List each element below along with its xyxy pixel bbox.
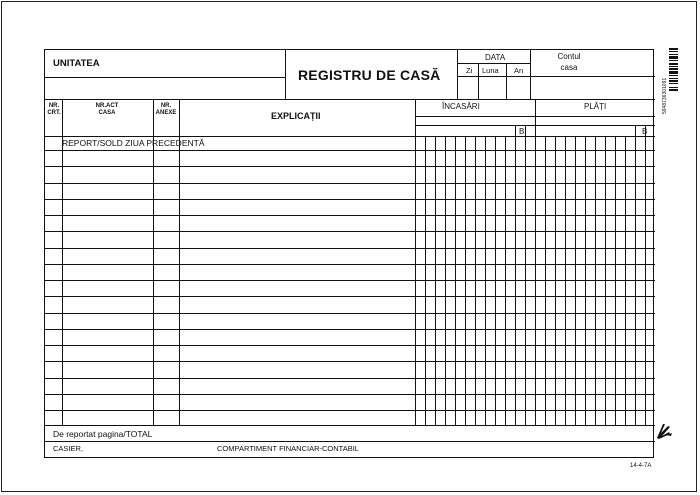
incasari-digit-line: [525, 125, 526, 425]
barcode: [662, 48, 678, 114]
unit-divider-line: [45, 77, 285, 78]
cash-register-form: [44, 49, 654, 458]
total-bottom-line: [45, 441, 655, 442]
col-line-nr-act: [153, 99, 154, 425]
col-nr-crt-line1: NR.: [48, 103, 60, 109]
col-nr-anexe-line2: ANEXE: [155, 110, 177, 116]
amount-header-line: [415, 116, 655, 117]
report-top-line: [45, 136, 655, 137]
date-sub-line: [457, 63, 530, 64]
barcode-bar: [669, 48, 678, 50]
date-luna-an-line: [506, 63, 507, 99]
ledger-row-line: [45, 264, 655, 265]
ledger-row-line: [45, 166, 655, 167]
barcode-bar: [669, 68, 678, 70]
barcode-bar: [669, 87, 678, 88]
barcode-bar: [669, 60, 678, 61]
report-row-label: REPORT/SOLD ZIUA PRECEDENTĂ: [62, 138, 205, 148]
barcode-bar: [669, 51, 678, 52]
ledger-row-line: [45, 329, 655, 330]
grid-bottom-line: [45, 425, 655, 426]
ledger-row-line: [45, 345, 655, 346]
barcode-bar: [669, 56, 678, 59]
barcode-bar: [669, 54, 678, 55]
col-line-incasari: [535, 99, 536, 425]
date-cells-line: [457, 76, 530, 77]
publisher-logo: [654, 421, 674, 441]
col-explicatii: EXPLICAȚII: [271, 111, 321, 121]
total-row-label: De reportat pagina/TOTAL: [53, 429, 153, 439]
form-code: 14-4-7A: [630, 463, 652, 469]
date-day-label: Zi: [466, 66, 473, 75]
ledger-row-line: [45, 248, 655, 249]
barcode-bar: [669, 80, 678, 82]
amount-subheader-line: [415, 125, 655, 126]
cashier-label: CASIER,: [53, 444, 84, 453]
barcode-bar: [669, 83, 678, 84]
ledger-row-line: [45, 410, 655, 411]
ledger-row-line: [45, 313, 655, 314]
plati-digit-line: [635, 125, 636, 425]
incasari-digit-line: [515, 125, 516, 425]
ledger-row-line: [45, 378, 655, 379]
account-label-line1: Contul: [557, 52, 581, 61]
date-label: DATA: [485, 53, 506, 62]
ledger-row-line: [45, 280, 655, 281]
barcode-bar: [669, 89, 678, 91]
title-left-line: [285, 50, 286, 99]
unit-label: UNITATEA: [53, 58, 100, 69]
col-nr-act-line2: CASA: [98, 110, 116, 116]
ledger-row-line: [45, 361, 655, 362]
ledger-row-line: [45, 231, 655, 232]
incasari-b-mark: B: [519, 127, 525, 136]
col-nr-anexe-line1: NR.: [160, 103, 172, 109]
col-line-nr-crt: [62, 99, 63, 425]
ledger-row-line: [45, 183, 655, 184]
ledger-row-line: [45, 199, 655, 200]
account-sub-line: [530, 76, 655, 77]
ledger-row-line: [45, 215, 655, 216]
barcode-bar: [669, 63, 678, 65]
col-plati: PLĂȚI: [584, 102, 607, 111]
col-line-nr-anexe: [179, 99, 180, 425]
col-nr-crt-line2: CRT.: [47, 110, 61, 116]
date-month-label: Luna: [482, 66, 499, 75]
form-title: REGISTRU DE CASĂ: [298, 67, 441, 83]
col-line-explicatii: [415, 99, 416, 425]
plati-b-mark: B: [642, 127, 648, 136]
account-label-line2: casa: [560, 63, 578, 72]
barcode-bar: [669, 78, 678, 79]
ledger-row-line: [45, 394, 655, 395]
plati-digit-line: [645, 125, 646, 425]
barcode-bar: [669, 75, 678, 76]
department-label: COMPARTIMENT FINANCIAR-CONTABIL: [217, 444, 359, 453]
ledger-row-line: [45, 296, 655, 297]
title-right-line: [457, 50, 458, 99]
date-zi-luna-line: [478, 63, 479, 99]
col-nr-act-line1: NR.ACT: [95, 103, 119, 109]
header-bottom-line: [45, 99, 655, 100]
barcode-serial: 5948736301091: [662, 77, 668, 114]
col-incasari: ÎNCASĂRI: [442, 102, 480, 111]
date-year-label: An: [514, 66, 524, 75]
grid-top-line: [45, 150, 655, 151]
barcode-bar: [669, 66, 678, 67]
date-right-line: [530, 50, 531, 99]
barcode-bar: [669, 71, 678, 74]
